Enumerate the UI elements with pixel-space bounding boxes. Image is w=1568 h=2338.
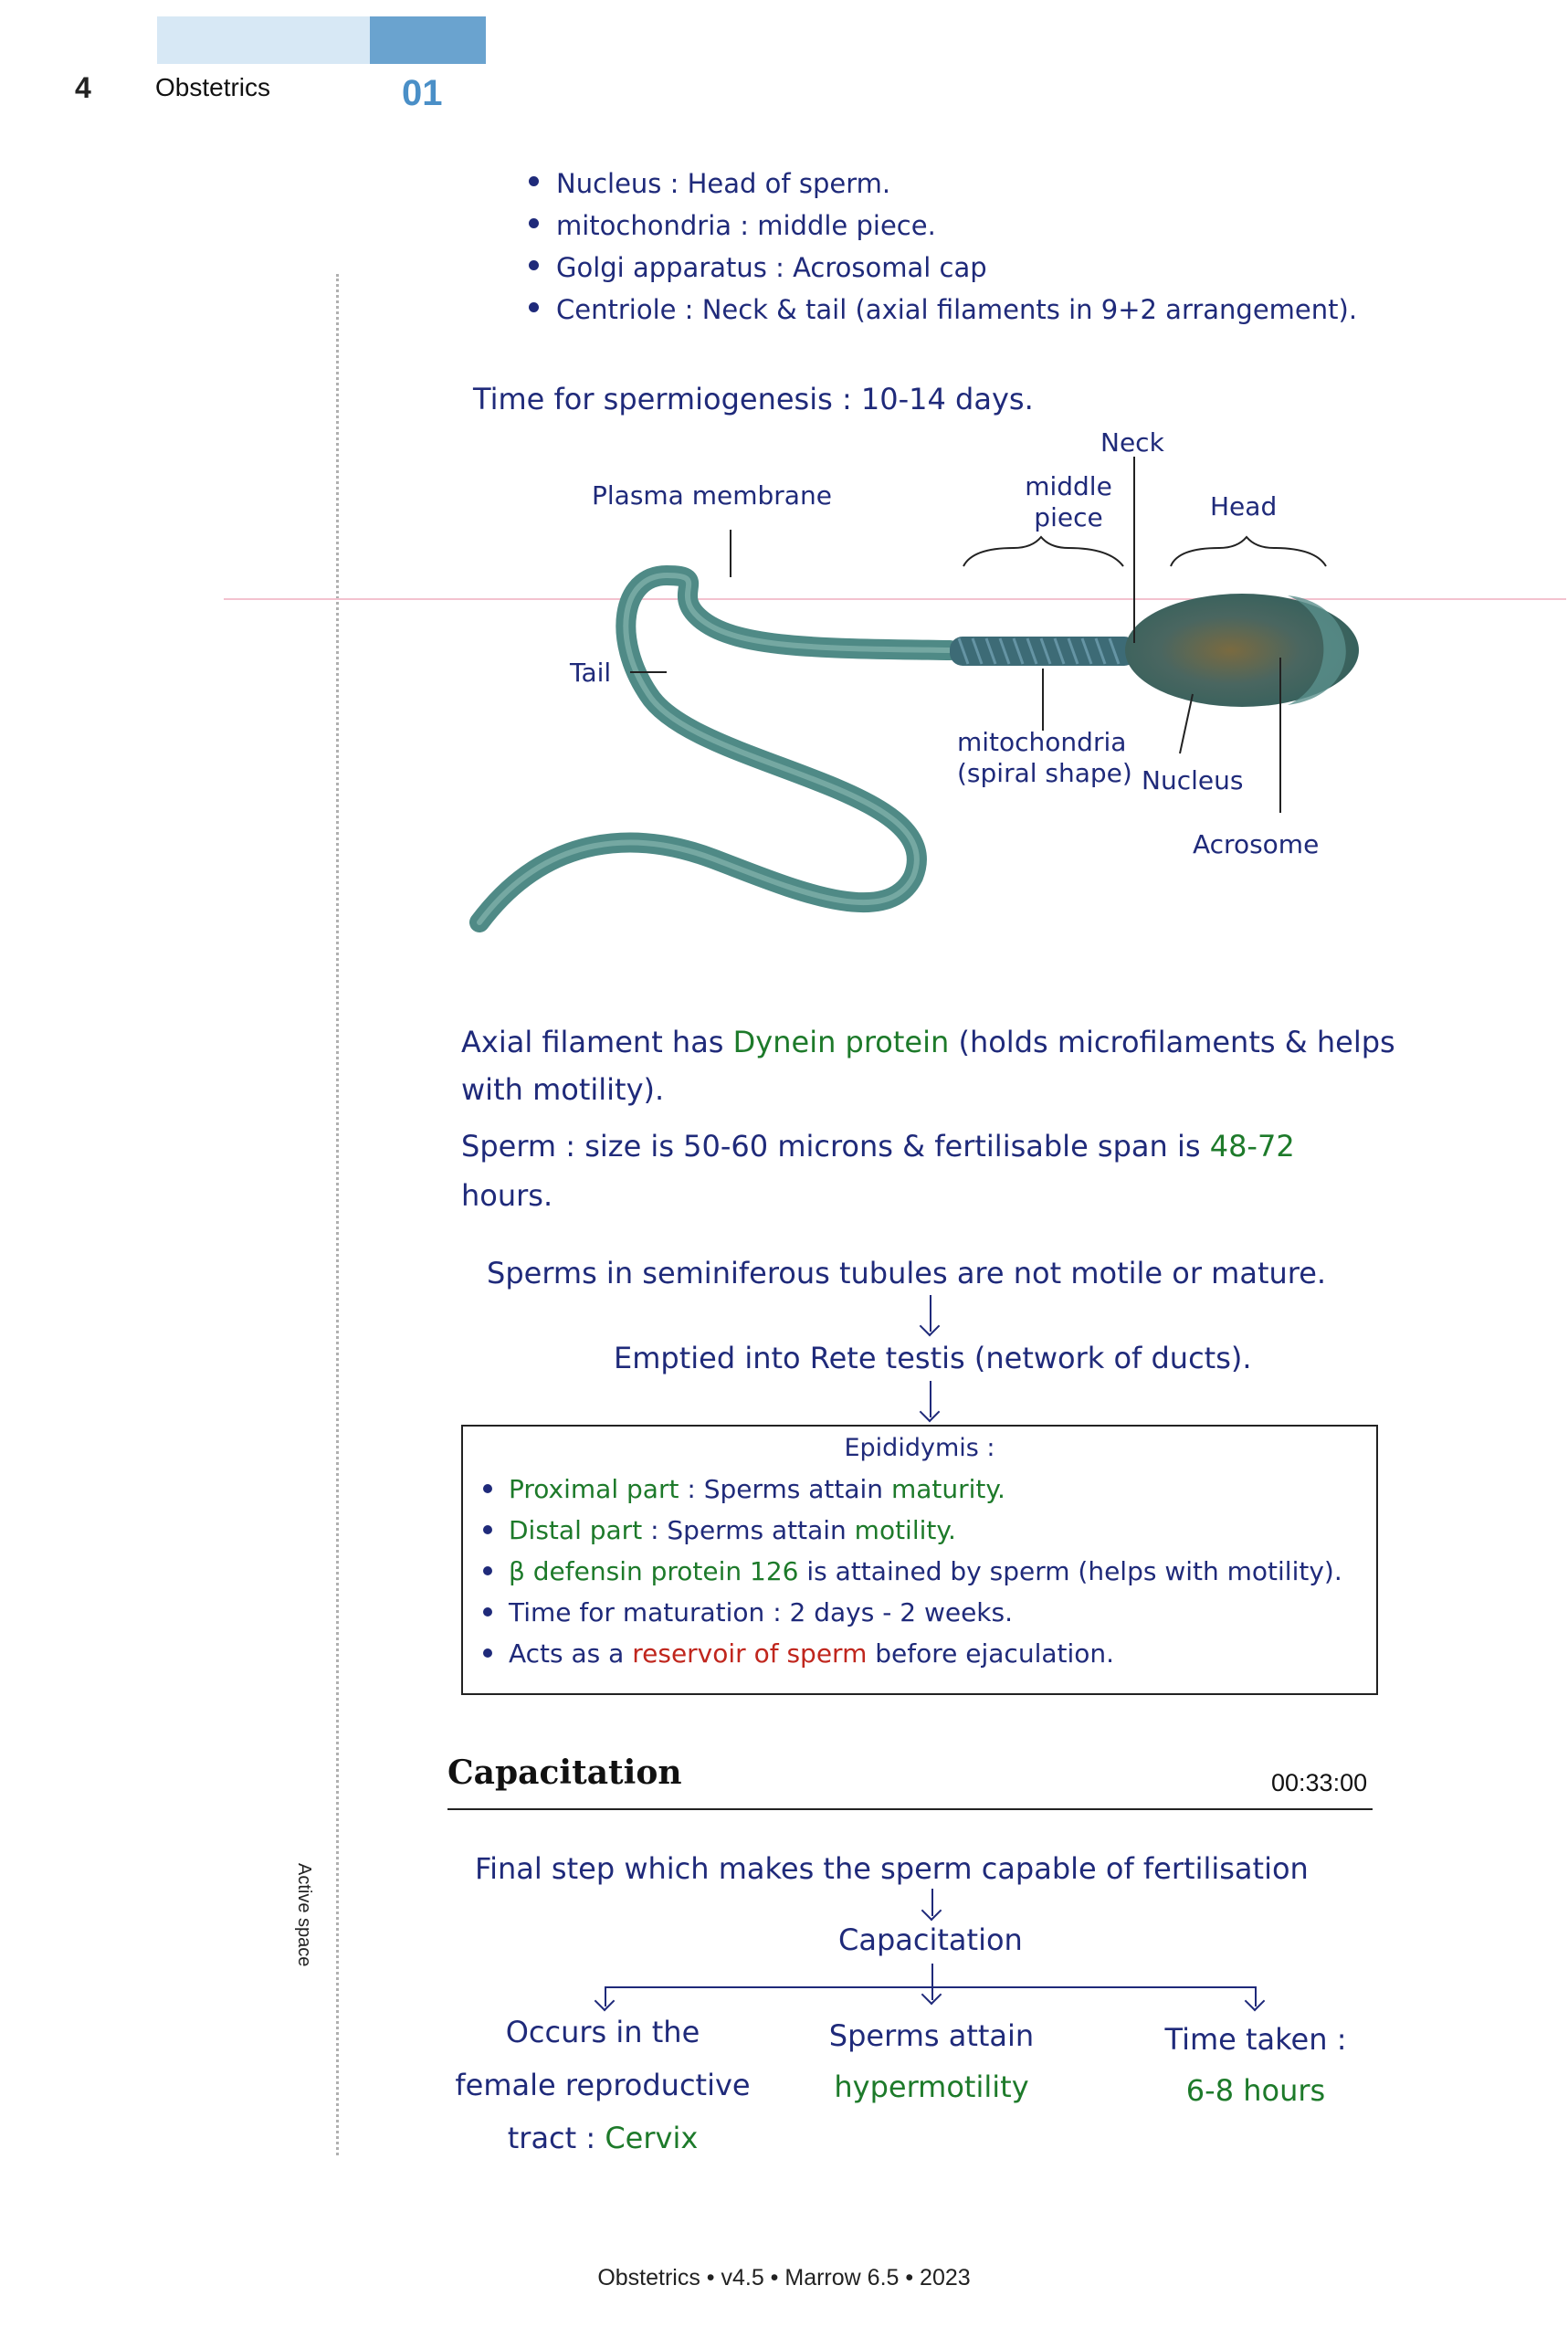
header-band-accent (370, 16, 486, 64)
epididymis-title: Epididymis : (844, 1434, 995, 1462)
list-item: Nucleus : Head of sperm. (525, 163, 1357, 205)
list-item: Proximal part : Sperms attain maturity. (472, 1469, 1342, 1510)
branch-3-line1: Time taken : (1164, 2022, 1347, 2057)
sperm-size-line1: Sperm : size is 50-60 microns & fertilisable span is 48-72 (461, 1129, 1295, 1164)
flow-arrow-2 (930, 1381, 931, 1417)
flow-arrow-4 (931, 1964, 933, 2000)
branch-arrow-right (1255, 1986, 1257, 2006)
spermiogenesis-time: Time for spermiogenesis : 10-14 days. (473, 382, 1034, 416)
label-plasma-membrane: Plasma membrane (592, 480, 832, 511)
branch-line (605, 1986, 1255, 1988)
list-item: Acts as a reservoir of sperm before ejaculation. (472, 1633, 1342, 1674)
flow-arrow-1 (930, 1295, 931, 1332)
section-heading-capacitation: Capacitation (447, 1754, 682, 1792)
branch-arrow-left (605, 1986, 606, 2006)
flow-step-2: Emptied into Rete testis (network of ducts). (614, 1341, 1252, 1375)
branch-1-line1: Occurs in the (505, 2015, 700, 2049)
label-mitochondria: mitochondria (957, 727, 1127, 757)
sperm-size-line2: hours. (461, 1178, 553, 1213)
label-piece: piece (1034, 502, 1103, 532)
branch-3-line2: 6-8 hours (1185, 2073, 1326, 2108)
organelle-list (525, 163, 1357, 331)
label-acrosome: Acrosome (1193, 829, 1320, 859)
page-footer: Obstetrics • v4.5 • Marrow 6.5 • 2023 (597, 2265, 971, 2291)
chapter-number: 01 (402, 73, 443, 113)
list-item: Golgi apparatus : Acrosomal cap (525, 247, 1357, 289)
flow-arrow-3 (931, 1889, 933, 1916)
label-middle: middle (1025, 471, 1112, 501)
list-item: β defensin protein 126 is attained by sperm (helps with motility). (472, 1551, 1342, 1592)
epididymis-box (461, 1425, 1378, 1695)
label-tail: Tail (570, 658, 612, 688)
axial-filament-line1: Axial filament has Dynein protein (holds microfilaments & helps (461, 1025, 1395, 1059)
sperm-diagram (438, 420, 1443, 968)
branch-2-line2: hypermotility (834, 2069, 1029, 2104)
list-item: Time for maturation : 2 days - 2 weeks. (472, 1592, 1342, 1633)
epididymis-list (472, 1469, 1342, 1674)
active-space-label: Active space (294, 1863, 314, 1967)
book-title: Obstetrics (155, 73, 271, 101)
page-number: 4 (75, 71, 91, 104)
list-item: Centriole : Neck & tail (axial filaments in 9+2 arrangement). (525, 289, 1357, 331)
list-item: mitochondria : middle piece. (525, 205, 1357, 247)
video-timestamp[interactable]: 00:33:00 (1271, 1769, 1368, 1796)
capacitation-intro: Final step which makes the sperm capable of fertilisation (475, 1851, 1309, 1886)
capacitation-center: Capacitation (838, 1922, 1023, 1957)
label-neck: Neck (1100, 427, 1164, 458)
branch-2-line1: Sperms attain (828, 2018, 1035, 2053)
axial-filament-line2: with motility). (461, 1072, 665, 1107)
label-nucleus: Nucleus (1142, 765, 1244, 795)
label-spiral-shape: (spiral shape) (957, 758, 1132, 788)
flow-step-1: Sperms in seminiferous tubules are not motile or mature. (487, 1256, 1327, 1290)
heading-rule (447, 1808, 1373, 1810)
label-head: Head (1210, 491, 1278, 521)
branch-1-line3: tract : Cervix (507, 2121, 699, 2155)
list-item: Distal part : Sperms attain motility. (472, 1510, 1342, 1551)
branch-1-line2: female reproductive (455, 2068, 751, 2102)
